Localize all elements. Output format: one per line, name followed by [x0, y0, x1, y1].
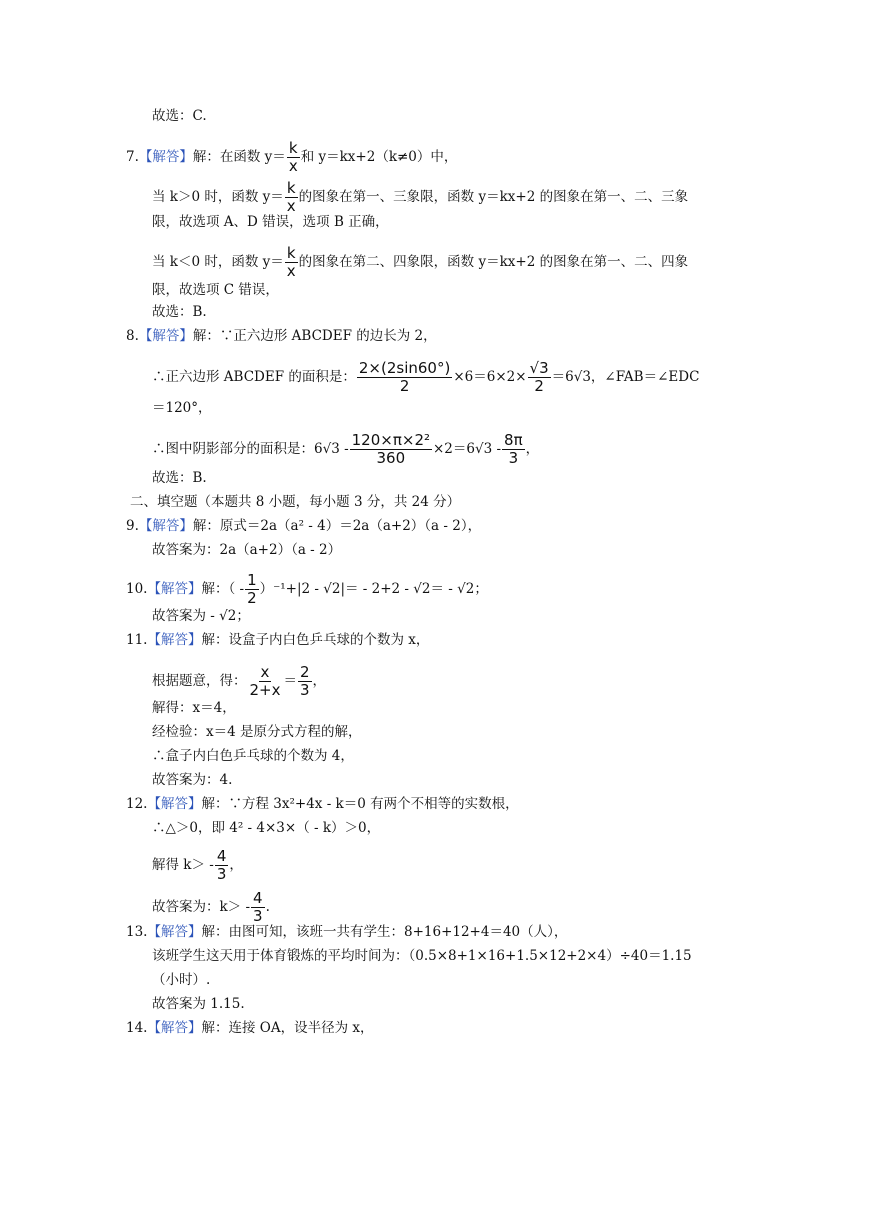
- denominator: 2: [399, 377, 410, 395]
- text: 解：∵方程 3x²+4x - k＝0 有两个不相等的实数根，: [201, 796, 519, 812]
- problem-8-line-2: [152, 360, 699, 395]
- text: 的图象在第一、三象限，函数 y＝kx+2 的图象在第一、二、三象: [298, 189, 689, 205]
- denominator: 3: [508, 449, 519, 467]
- problem-7-line-1: [126, 140, 457, 175]
- text: ，: [525, 441, 540, 457]
- text: 的图象在第二、四象限，函数 y＝kx+2 的图象在第一、二、四象: [298, 254, 689, 270]
- problem-7-line-6: 故选：B.: [152, 304, 207, 320]
- text: .: [265, 899, 270, 915]
- fraction-root3-over-2: [528, 360, 551, 395]
- answer-line: 故选：C.: [152, 108, 207, 124]
- numerator: 120×π×2²: [351, 431, 430, 449]
- answer-tag: 【解答】: [147, 632, 202, 648]
- problem-11-line-6: 故答案为：4.: [152, 772, 233, 788]
- problem-8-line-5: 故选：B.: [152, 470, 207, 486]
- numerator: 1: [247, 571, 257, 589]
- denominator: x: [288, 157, 298, 175]
- fraction-4-over-3: [251, 890, 265, 925]
- numerator: 4: [253, 889, 263, 907]
- text: 解：∵正六边形 ABCDEF 的边长为 2，: [192, 328, 437, 344]
- problem-9-line-2: 故答案为：2a（a+2）（a - 2）: [152, 542, 342, 558]
- problem-14-line-1: [126, 1018, 374, 1038]
- problem-number: 11.: [126, 632, 148, 648]
- numerator: 8π: [504, 431, 523, 449]
- text: 解：（ -: [201, 581, 245, 597]
- problem-10-line-2: 故答案为 - √2；: [152, 608, 250, 624]
- problem-12-line-4: [152, 890, 270, 925]
- numerator: k: [286, 179, 296, 197]
- denominator: x: [286, 262, 296, 280]
- section-heading: 二、填空题（本题共 8 小题，每小题 3 分，共 24 分）: [130, 494, 461, 510]
- denominator: 2: [247, 589, 257, 607]
- problem-11-line-4: 经检验：x＝4 是原分式方程的解，: [152, 724, 362, 740]
- problem-number: 9.: [126, 518, 139, 534]
- denominator: 3: [300, 681, 310, 699]
- problem-11-line-3: 解得：x＝4，: [152, 700, 236, 716]
- problem-13-line-2: 该班学生这天用于体育锻炼的平均时间为：（0.5×8+1×16+1.5×12+2×4）÷40＝1.15: [152, 948, 692, 964]
- problem-13-line-1: [126, 922, 567, 942]
- problem-12-line-1: [126, 794, 519, 814]
- fraction-k-over-x: [285, 245, 298, 280]
- denominator: 3: [216, 865, 227, 883]
- problem-7-line-2: [152, 180, 688, 215]
- text: 故答案为：k＞ -: [152, 899, 251, 915]
- numerator: 2: [300, 663, 310, 681]
- answer-tag: 【解答】: [138, 328, 193, 344]
- denominator: 360: [376, 449, 406, 467]
- problem-8-line-4: [152, 432, 539, 467]
- denominator: 2: [534, 377, 544, 395]
- numerator: x: [260, 663, 270, 681]
- answer-tag: 【解答】: [147, 796, 202, 812]
- text: 解：在函数 y＝: [192, 149, 286, 165]
- text: ，: [312, 673, 327, 689]
- problem-7-line-4: [152, 245, 688, 280]
- fraction-k-over-x: [287, 140, 300, 175]
- numerator: k: [288, 139, 298, 157]
- problem-number: 7.: [126, 149, 139, 165]
- text: ）⁻¹+|2 - √2|＝ - 2+2 - √2＝ - √2；: [259, 581, 488, 597]
- problem-8-line-1: [126, 326, 437, 346]
- fraction-1-over-2: [245, 572, 259, 607]
- fraction-8pi-over-3: [502, 432, 525, 467]
- text: 当 k＞0 时，函数 y＝: [152, 189, 284, 205]
- problem-9-line-1: [126, 516, 481, 536]
- text: 解：连接 OA，设半径为 x，: [201, 1020, 374, 1036]
- denominator: x: [286, 197, 296, 215]
- denominator: 3: [253, 907, 263, 925]
- problem-10-line-1: [126, 572, 488, 607]
- text: ∴图中阴影部分的面积是：6√3 -: [152, 441, 349, 457]
- problem-11-line-2: [152, 664, 326, 699]
- problem-13-line-4: 故答案为 1.15.: [152, 996, 245, 1012]
- answer-tag: 【解答】: [138, 149, 193, 165]
- fraction-4-over-3: [215, 848, 229, 883]
- problem-13-line-3: （小时）.: [152, 972, 211, 988]
- fraction-2-over-3: [298, 664, 312, 699]
- problem-11-line-1: [126, 630, 429, 650]
- numerator: k: [286, 244, 296, 262]
- problem-8-line-3: ＝120°，: [152, 400, 212, 416]
- answer-tag: 【解答】: [138, 518, 193, 534]
- problem-number: 8.: [126, 328, 139, 344]
- text: 解：由图可知，该班一共有学生：8+16+12+4＝40（人），: [201, 924, 568, 940]
- numerator: 2×(2sin60°): [358, 359, 451, 377]
- fraction-sector-area: [350, 432, 432, 467]
- text: 解得 k＞ -: [152, 857, 214, 873]
- text: ×6＝6×2×: [453, 369, 527, 385]
- denominator: 2+x: [249, 681, 281, 699]
- problem-12-line-2: ∴△＞0，即 4² - 4×3×（ - k）＞0，: [152, 820, 381, 836]
- fraction-k-over-x: [285, 180, 298, 215]
- answer-tag: 【解答】: [147, 1020, 202, 1036]
- fraction-x-over-2plusx: [248, 664, 283, 699]
- text: ＝: [283, 673, 297, 689]
- problem-number: 12.: [126, 796, 148, 812]
- text: 解：设盒子内白色乒乓球的个数为 x，: [201, 632, 430, 648]
- text: 根据题意，得：: [152, 673, 247, 689]
- text: 和 y＝kx+2（k≠0）中，: [300, 149, 458, 165]
- problem-7-line-3: 限，故选项 A、D 错误，选项 B 正确，: [152, 214, 389, 230]
- fraction-hexagon-area: [357, 360, 452, 395]
- text: ＝6√3，∠FAB＝∠EDC: [551, 369, 700, 385]
- problem-7-line-5: 限，故选项 C 错误，: [152, 282, 279, 298]
- answer-tag: 【解答】: [147, 924, 202, 940]
- problem-number: 14.: [126, 1020, 148, 1036]
- numerator: 4: [216, 847, 227, 865]
- text: 当 k＜0 时，函数 y＝: [152, 254, 284, 270]
- text: ×2＝6√3 -: [433, 441, 502, 457]
- problem-number: 13.: [126, 924, 148, 940]
- problem-11-line-5: ∴盒子内白色乒乓球的个数为 4，: [152, 748, 354, 764]
- text: ，: [229, 857, 243, 873]
- problem-number: 10.: [126, 581, 148, 597]
- text: ∴正六边形 ABCDEF 的面积是：: [152, 369, 356, 385]
- problem-12-line-3: [152, 848, 243, 883]
- numerator: √3: [529, 359, 549, 377]
- answer-tag: 【解答】: [147, 581, 202, 597]
- text: 解：原式＝2a（a² - 4）＝2a（a+2）（a - 2），: [192, 518, 482, 534]
